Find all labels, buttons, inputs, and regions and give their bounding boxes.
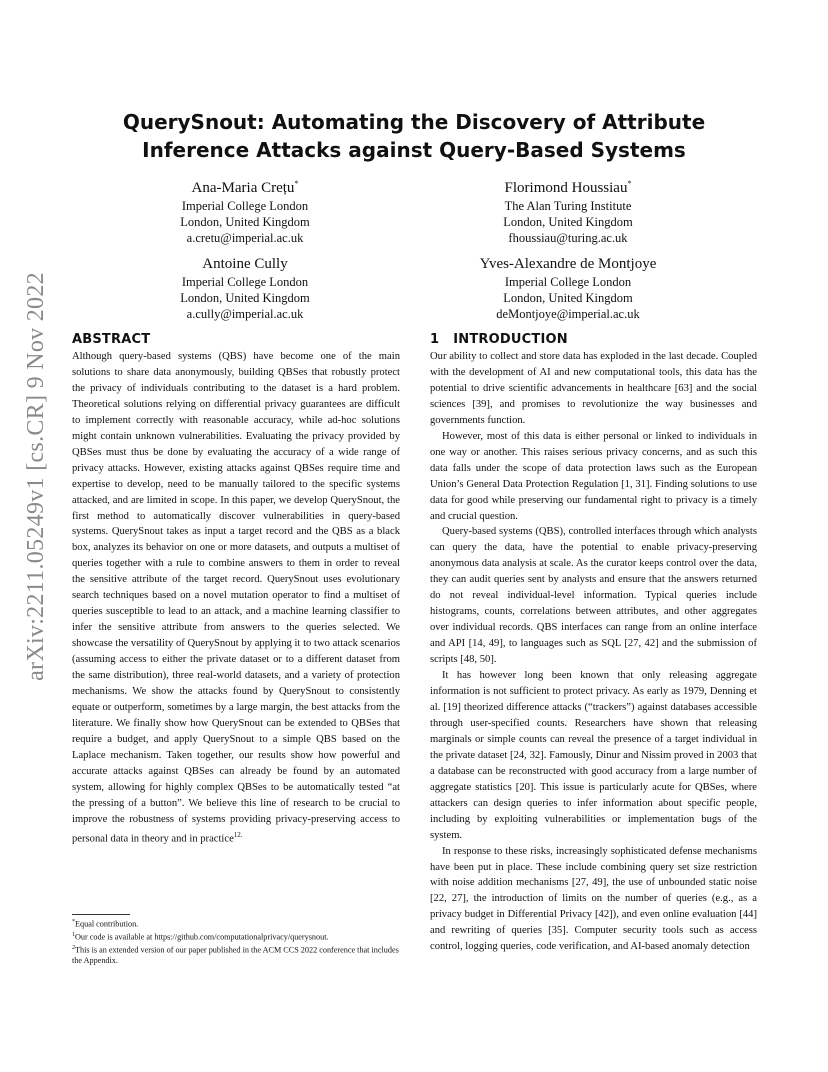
author-location: London, United Kingdom	[503, 291, 633, 305]
paper-title: QuerySnout: Automating the Discovery of Attribute Inference Attacks against Query-Based Systems	[122, 110, 706, 162]
author-location: London, United Kingdom	[180, 291, 310, 305]
author-location: London, United Kingdom	[180, 215, 310, 229]
author-email: a.cretu@imperial.ac.uk	[186, 231, 304, 245]
author-affiliation: The Alan Turing Institute	[504, 199, 632, 213]
section-number: 1	[430, 332, 440, 347]
footnote-divider	[72, 914, 130, 915]
author-name: Antoine Cully	[202, 256, 288, 272]
intro-paragraph: In response to these risks, increasingly sophisticated defense mechanisms have been put in place. These include combining query set size restriction with noise addition mechanisms [27, 49], the use of unbounded static noise [22, 27], the introduction of limits on the number of queries (e.g., as a privacy budget in Differential Privacy [42]), and even online evaluation [44] and rewriting of queries [35]. Computer security tools such as access control, logging queries, code verification, and AI-based anomaly detection	[430, 845, 757, 953]
section-title: INTRODUCTION	[453, 332, 568, 347]
author-affiliation: Imperial College London	[181, 275, 309, 289]
author-block	[140, 254, 350, 322]
footnote: *Equal contribution.	[72, 919, 139, 929]
introduction-heading	[430, 332, 568, 347]
introduction-column	[430, 349, 757, 955]
author-location: London, United Kingdom	[503, 215, 633, 229]
intro-paragraph: It has however long been known that only releasing aggregate information is not sufficient to protect privacy. As early as 1979, Denning et al. [19] theorized difference attacks (“trackers”) against databases accessible through user-specified counts. Researchers have shown that releasing marginals or simple counts can reveal the presence of a target individual in the private dataset [24, 32]. Famously, Dinur and Nissim proved in 2003 that a database can be reconstructed with good accuracy from a large number of aggregate statistics [20]. This issue is particularly acute for QBSes, where attackers can design queries to infer information about specific people, including by exploiting vulnerabilities or implementation bugs of the system.	[430, 670, 757, 841]
author-email: deMontjoye@imperial.ac.uk	[496, 307, 640, 321]
footnote: $^1$Our code is available at https://github.com/computationalprivacy/querysnout.	[72, 932, 329, 942]
intro-paragraph: However, most of this data is either personal or linked to individuals in one way or another. This raises serious privacy concerns, and as such this data falls under the scope of data protection laws such as the European Union’s General Data Protection Regulation [1, 31]. Finding solutions to use data for good while preserving our fundamental right to privacy is a timely and crucial question.	[430, 430, 757, 522]
abstract-column	[72, 349, 400, 847]
author-name: Florimond Houssiau*	[504, 179, 632, 196]
abstract-body: Although query-based systems (QBS) have become one of the main solutions to share data anonymously, building QBSes that robustly protect the privacy of individuals contributing to the dataset is a hard problem. Theoretical solutions relying on differential privacy guarantees are difficult to implement correctly with reasonable accuracy, while ad-hoc solutions might contain unknown vulnerabilities. Evaluating the privacy provided by QBSes must thus be done by evaluating the accuracy of a wide range of privacy attacks. However, existing attacks against QBSes require time and expertise to develop, need to be manually tailored to the specific systems attacked, and are limited in scope. In this paper, we develop QuerySnout, the first method to automatically discover vulnerabilities in query-based systems. QuerySnout takes as input a target record and the QBS as a black box, analyzes its behavior on one or more datasets, and outputs a multiset of queries together with a rule to combine answers to them in order to reveal the sensitive attribute of the target record. QuerySnout uses evolutionary search techniques based on a novel mutation operator to find a multiset of queries susceptible to lead to an attack, and a machine learning classifier to infer the sensitive attribute from answers to the queries selected. We showcase the versatility of QuerySnout by applying it to two attack scenarios (assuming access to either the private dataset or to a different dataset from the same distribution), three real-world datasets, and a variety of protection mechanisms. We show the attacks found by QuerySnout to consistently equate or outperform, sometimes by a large margin, the best attacks from the literature. We finally show how QuerySnout can be extended to QBSes that require a budget, and apply QuerySnout to a simple QBS based on the Laplace mechanism. Taken together, our results show how powerful and accurate attacks against QBSes can already be found by an automated system, allowing for highly complex QBSes to be automatically tested “at the pressing of a button”. We believe this line of research to be crucial to improve the robustness of systems providing privacy-preserving access to personal data in theory and in practice	[72, 351, 400, 845]
intro-paragraph: Query-based systems (QBS), controlled interfaces through which analysts can query the data, have the potential to enable privacy-preserving anonymous data analysis at scale. As the curator keeps control over the data, they can audit queries sent by analysts and ensure that the answers returned do not reveal individual-level information. Typical queries include histograms, counts, correlations between attributes, and other aggregates over individual records. QBS interfaces can range from an online interface and API [14, 49], to languages such as SQL [27, 42] and the submission of scripts [48, 50].	[430, 526, 757, 666]
author-affiliation: Imperial College London	[504, 275, 632, 289]
author-mark: *	[294, 179, 299, 188]
arxiv-identifier-stamp	[16, 271, 56, 681]
abstract-paragraph	[72, 349, 400, 847]
arxiv-identifier-text: arXiv:2211.05249v1 [cs.CR] 9 Nov 2022	[22, 271, 49, 681]
author-name: Ana-Maria Crețu*	[191, 179, 299, 196]
footnote: $^2$This is an extended version of our paper published in the ACM CCS 2022 conference that includes the Appendix.	[72, 945, 399, 966]
footnote-marks: 12.	[233, 830, 243, 839]
author-block	[448, 254, 688, 322]
author-mark: *	[627, 179, 632, 188]
abstract-heading: ABSTRACT	[72, 332, 151, 347]
author-affiliation: Imperial College London	[181, 199, 309, 213]
author-email: fhoussiau@turing.ac.uk	[508, 231, 628, 245]
author-block	[140, 174, 350, 246]
author-email: a.cully@imperial.ac.uk	[186, 307, 304, 321]
footnotes	[72, 917, 402, 966]
author-name: Yves-Alexandre de Montjoye	[479, 256, 657, 272]
intro-paragraph: Our ability to collect and store data has exploded in the last decade. Coupled with the development of AI and new computational tools, this data has the potential to drive scientific advancements in healthcare [63] and the social sciences [39], and promises to revolutionize the way businesses and governments function.	[430, 351, 757, 426]
author-block	[458, 174, 678, 246]
